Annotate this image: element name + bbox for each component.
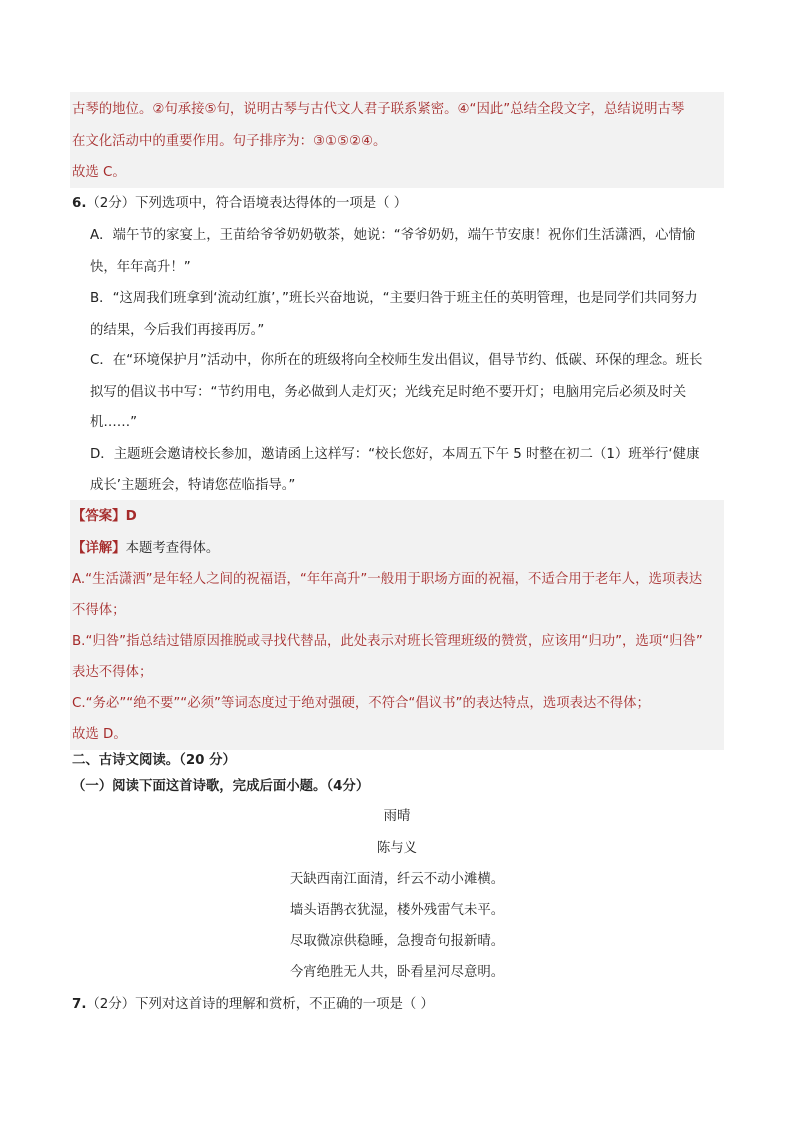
option-c-line: C．在“环境保护月”活动中，你所在的班级将向全校师生发出倡议，倡导节约、低碳、环保的理念。班长 (90, 353, 703, 368)
detail-b-line: 表达不得体； (72, 665, 153, 680)
answer-value: D (125, 509, 137, 524)
answer-text-line: 在文化活动中的重要作用。句子排序为：③①⑤②④。 (72, 134, 387, 149)
detail-b-line: B.“归咎”指总结过错原因推脱或寻找代替品，此处表示对班长管理班级的赞赏，应该用“归功”，选项“归咎” (72, 634, 703, 649)
detail-a-line: 不得体； (72, 603, 126, 618)
detail-conclusion: 故选 D。 (72, 727, 127, 742)
detail-tag: 【详解】 (72, 541, 126, 556)
detail-a-line: A.“生活潇洒”是年轻人之间的祝福语，“年年高升”一般用于职场方面的祝福，不适合用于老年人，选项表达 (72, 572, 703, 587)
answer-line (72, 508, 137, 526)
poem-line: 尽取微凉供稳睡，急搜奇句报新晴。 (289, 934, 505, 949)
answer-text-line: 古琴的地位。②句承接⑤句，说明古琴与古代文人君子联系紧密。④“因此”总结全段文字，总结说明古琴 (72, 102, 685, 117)
detail-line (72, 540, 219, 558)
question-6-stem (72, 195, 407, 213)
option-a-line: 快，年年高升！” (90, 260, 191, 275)
question-text: （2分）下列对这首诗的理解和赏析，不正确的一项是（ ） (86, 997, 434, 1012)
poem-line: 今宵绝胜无人共，卧看星河尽意明。 (289, 965, 505, 980)
question-number: 6. (72, 196, 87, 211)
poem-author: 陈与义 (376, 841, 418, 856)
detail-intro: 本题考查得体。 (125, 541, 220, 556)
section-heading: 二、古诗文阅读。（20 分） (72, 753, 236, 768)
poem-line: 天缺西南江面清，纤云不动小滩横。 (289, 872, 505, 887)
detail-c-line: C.“务必”“绝不要”“必须”等词态度过于绝对强硬，不符合“倡议书”的表达特点，选项表达不得体； (72, 696, 650, 711)
option-d-line: 成长’主题班会，特请您莅临指导。” (90, 478, 296, 493)
question-text: （2分）下列选项中，符合语境表达得体的一项是（ ） (86, 196, 408, 211)
answer-conclusion: 故选 C。 (72, 165, 126, 180)
option-b-line: B．“这周我们班拿到‘流动红旗’，”班长兴奋地说，“主要归咎于班主任的英明管理，也是同学们共同努力 (90, 291, 698, 306)
option-c-line: 拟写的倡议书中写：“节约用电，务必做到人走灯灭；光线充足时绝不要开灯；电脑用完后必须及时关 (90, 385, 687, 400)
option-d-line: D．主题班会邀请校长参加，邀请函上这样写：“校长您好，本周五下午 5 时整在初二（1）班举行‘健康 (90, 447, 700, 462)
poem-line: 墙头语鹊衣犹湿，楼外残雷气未平。 (289, 903, 505, 918)
option-b-line: 的结果，今后我们再接再厉。” (90, 323, 265, 338)
option-a-line: A．端午节的家宴上，王苗给爷爷奶奶敬茶，她说：“爷爷奶奶，端午节安康！祝你们生活潇洒，心情愉 (90, 228, 696, 243)
question-number: 7. (72, 997, 87, 1012)
poem-title: 雨晴 (383, 809, 411, 824)
option-c-line: 机……” (90, 415, 138, 430)
sub-section-heading: （一）阅读下面这首诗歌，完成后面小题。（4分） (72, 779, 370, 794)
answer-tag: 【答案】 (72, 509, 126, 524)
question-7-stem (72, 996, 434, 1014)
